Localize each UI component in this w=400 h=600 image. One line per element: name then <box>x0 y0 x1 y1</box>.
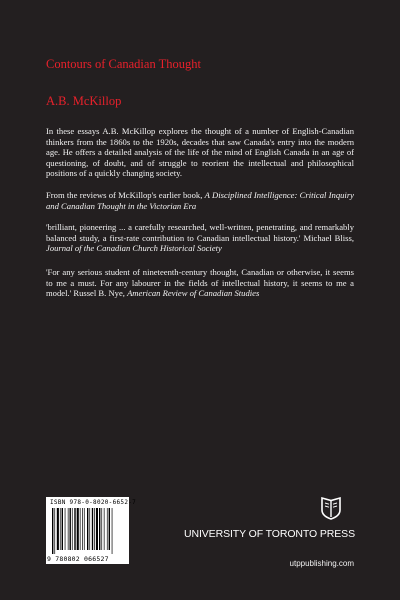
ean-digits: 9 780802 066527 <box>47 555 109 563</box>
book-author: A.B. McKillop <box>46 94 122 108</box>
isbn-barcode <box>46 497 137 564</box>
reviews-intro <box>46 190 354 211</box>
review-quote <box>46 267 354 299</box>
quote-reviewer: Russel B. Nye, <box>73 288 125 299</box>
quote-reviewer: Michael Bliss, <box>303 232 354 243</box>
quote-publication: American Review of Canadian Studies <box>127 288 260 299</box>
quote-publication: Journal of the Canadian Church Historical Society <box>46 243 222 254</box>
isbn-label: ISBN 978-0-8020-6652-7 <box>50 499 137 506</box>
reviews-intro-lead: From the reviews of McKillop's earlier book, <box>46 190 203 200</box>
publisher-website: utppublishing.com <box>289 559 354 568</box>
review-quote <box>46 222 354 254</box>
book-shield-icon <box>320 496 342 520</box>
quote-text: 'brilliant, pioneering ... a carefully researched, well-written, penetrating, and remarkably balanced study, a first-rate contribution to Canadian intellectual history.' <box>46 222 354 243</box>
description-paragraph: In these essays A.B. McKillop explores the thought of a number of English-Canadian thinkers from the 1860s to the 1920s, decades that saw Canada's entry into the modern age. He offers a detailed analysis of the life of the mind of English Canada in an age of questioning, of doubt, and of struggle to reorient the intellectual and philosophical positions of a quickly changing society. <box>46 126 354 179</box>
quote-text: 'For any serious student of nineteenth-century thought, Canadian or otherwise, it seems to me a must. For any labourer in the fields of intellectual history, it seems to me a model.' <box>46 267 354 299</box>
barcode-bars <box>52 508 124 554</box>
publisher-name: UNIVERSITY OF TORONTO PRESS <box>184 528 355 540</box>
book-title: Contours of Canadian Thought <box>46 57 201 71</box>
earlier-book-title: A Disciplined Intelligence: Critical Inquiry and Canadian Thought in the Victorian Era <box>46 190 354 211</box>
